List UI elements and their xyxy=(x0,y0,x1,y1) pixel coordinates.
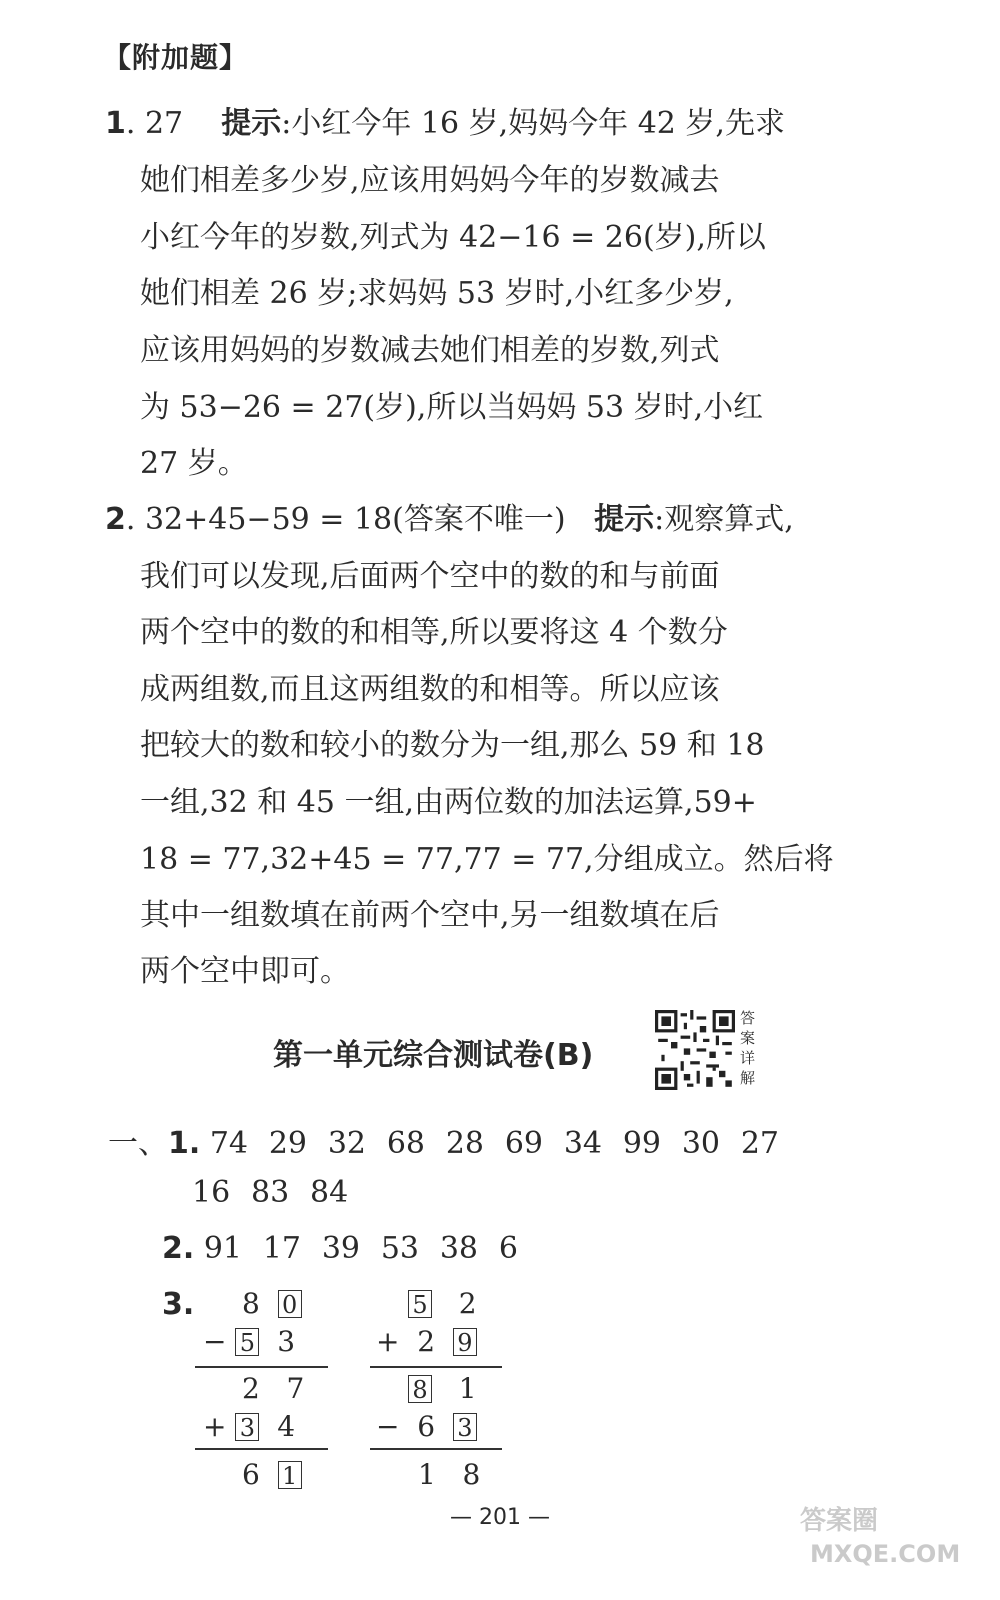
answer-box: 3 xyxy=(453,1413,477,1441)
q2-line-3: 成两组数,而且这两组数的和相等。所以应该 xyxy=(140,672,720,707)
value: 17 xyxy=(262,1231,302,1266)
minus-sign: − xyxy=(376,1410,400,1443)
digit: 6 xyxy=(417,1410,436,1443)
value: 6 xyxy=(498,1231,518,1266)
value: 69 xyxy=(504,1126,544,1161)
qr-label xyxy=(740,1008,758,1088)
value: 53 xyxy=(380,1231,420,1266)
digit: 2 xyxy=(417,1325,436,1358)
q1-answer: . 27 xyxy=(125,106,184,141)
left-calc-row4 xyxy=(203,1410,295,1443)
q2-line-8: 两个空中即可。 xyxy=(140,954,350,989)
q1-line-1: 她们相差多少岁,应该用妈妈今年的岁数减去 xyxy=(140,163,720,198)
left-calc-row3 xyxy=(242,1372,304,1405)
q2-line-6: 18 = 77,32+45 = 77,77 = 77,分组成立。然后将 xyxy=(140,842,834,877)
part1-q3-number: 3. xyxy=(162,1287,195,1322)
value: 68 xyxy=(386,1126,426,1161)
answer-box: 9 xyxy=(453,1328,477,1356)
q2-line-4: 把较大的数和较小的数分为一组,那么 59 和 18 xyxy=(140,728,765,763)
minus-sign: − xyxy=(203,1325,227,1358)
part1-q1-row1 xyxy=(108,1118,779,1162)
part1-q2-row xyxy=(162,1231,558,1266)
answer-box: 1 xyxy=(278,1461,302,1489)
q2-line-0: :观察算式, xyxy=(654,502,794,537)
q1-number: 1 xyxy=(105,106,126,141)
q2-answer: . 32+45−59 = 18(答案不唯一) xyxy=(125,502,566,537)
part1-q1-row2 xyxy=(192,1175,369,1210)
right-calc-row5 xyxy=(418,1458,480,1491)
right-calc-row3 xyxy=(408,1372,477,1405)
q1-line-4: 应该用妈妈的岁数减去她们相差的岁数,列式 xyxy=(140,333,720,368)
page-number: — 201 — xyxy=(450,1505,550,1530)
value: 28 xyxy=(445,1126,485,1161)
value: 83 xyxy=(251,1175,290,1210)
left-calc-row1 xyxy=(242,1287,302,1320)
digit: 4 xyxy=(277,1410,296,1443)
digit: 8 xyxy=(462,1458,481,1491)
answer-box: 3 xyxy=(235,1413,259,1441)
value: 16 xyxy=(192,1175,231,1210)
q1-line-5: 为 53−26 = 27(岁),所以当妈妈 53 岁时,小红 xyxy=(140,390,764,425)
value: 34 xyxy=(563,1126,603,1161)
part1-label: 一、 xyxy=(108,1126,168,1161)
q1-line-3: 她们相差 26 岁;求妈妈 53 岁时,小红多少岁, xyxy=(140,276,734,311)
divider-line xyxy=(370,1448,502,1450)
q2-line-7: 其中一组数填在前两个空中,另一组数填在后 xyxy=(140,898,720,933)
q1-line-6: 27 岁。 xyxy=(140,446,248,481)
q1-first-line xyxy=(105,98,785,142)
part1-q2-number: 2. xyxy=(162,1231,195,1266)
value: 74 xyxy=(209,1126,249,1161)
section-heading: 【附加题】 xyxy=(103,41,249,74)
divider-line xyxy=(195,1448,328,1450)
value: 32 xyxy=(327,1126,367,1161)
divider-line xyxy=(370,1366,502,1368)
q2-hint-label: 提示 xyxy=(594,502,655,537)
q2-number: 2 xyxy=(105,502,126,537)
digit: 2 xyxy=(458,1287,477,1320)
q2-line-5: 一组,32 和 45 一组,由两位数的加法运算,59+ xyxy=(140,785,757,820)
value: 29 xyxy=(268,1126,308,1161)
qr-label-char: 答 xyxy=(740,1009,756,1027)
value: 39 xyxy=(321,1231,361,1266)
value: 84 xyxy=(310,1175,349,1210)
value: 30 xyxy=(681,1126,721,1161)
plus-sign: + xyxy=(203,1410,227,1443)
value: 27 xyxy=(740,1126,780,1161)
value: 91 xyxy=(203,1231,243,1266)
right-calc-row4 xyxy=(376,1410,477,1443)
digit: 7 xyxy=(286,1372,305,1405)
digit: 2 xyxy=(242,1372,260,1405)
watermark-logo: 答案圈 xyxy=(800,1506,879,1536)
left-calc-row5 xyxy=(242,1458,302,1491)
left-calc-row2 xyxy=(203,1325,295,1358)
digit: 8 xyxy=(242,1287,260,1320)
test-title: 第一单元综合测试卷(B) xyxy=(273,1038,594,1073)
q1-hint-label: 提示 xyxy=(221,106,282,141)
qr-code-icon[interactable] xyxy=(655,1010,735,1090)
answer-box: 0 xyxy=(278,1290,302,1318)
plus-sign: + xyxy=(376,1325,400,1358)
digit: 3 xyxy=(277,1325,296,1358)
digit: 1 xyxy=(418,1458,436,1491)
part1-q1-number: 1. xyxy=(168,1126,201,1161)
q1-line-2: 小红今年的岁数,列式为 42−16 = 26(岁),所以 xyxy=(140,220,766,255)
answer-box: 8 xyxy=(408,1375,432,1403)
qr-label-char: 案 xyxy=(740,1029,756,1047)
answer-box: 5 xyxy=(408,1290,432,1318)
q2-line-1: 我们可以发现,后面两个空中的数的和与前面 xyxy=(140,559,720,594)
q2-line-2: 两个空中的数的和相等,所以要将这 4 个数分 xyxy=(140,615,728,650)
value: 99 xyxy=(622,1126,662,1161)
digit: 1 xyxy=(458,1372,477,1405)
q1-line-0: :小红今年 16 岁,妈妈今年 42 岁,先求 xyxy=(281,106,785,141)
answer-box: 5 xyxy=(235,1328,259,1356)
q2-first-line xyxy=(105,494,794,538)
divider-line xyxy=(195,1366,328,1368)
qr-label-char: 详 xyxy=(740,1049,756,1067)
qr-label-char: 解 xyxy=(740,1069,756,1087)
watermark-url: MXQE.COM xyxy=(810,1540,961,1568)
digit: 6 xyxy=(242,1458,260,1491)
value: 38 xyxy=(439,1231,479,1266)
right-calc-row2 xyxy=(376,1325,477,1358)
right-calc-row1 xyxy=(408,1287,477,1320)
